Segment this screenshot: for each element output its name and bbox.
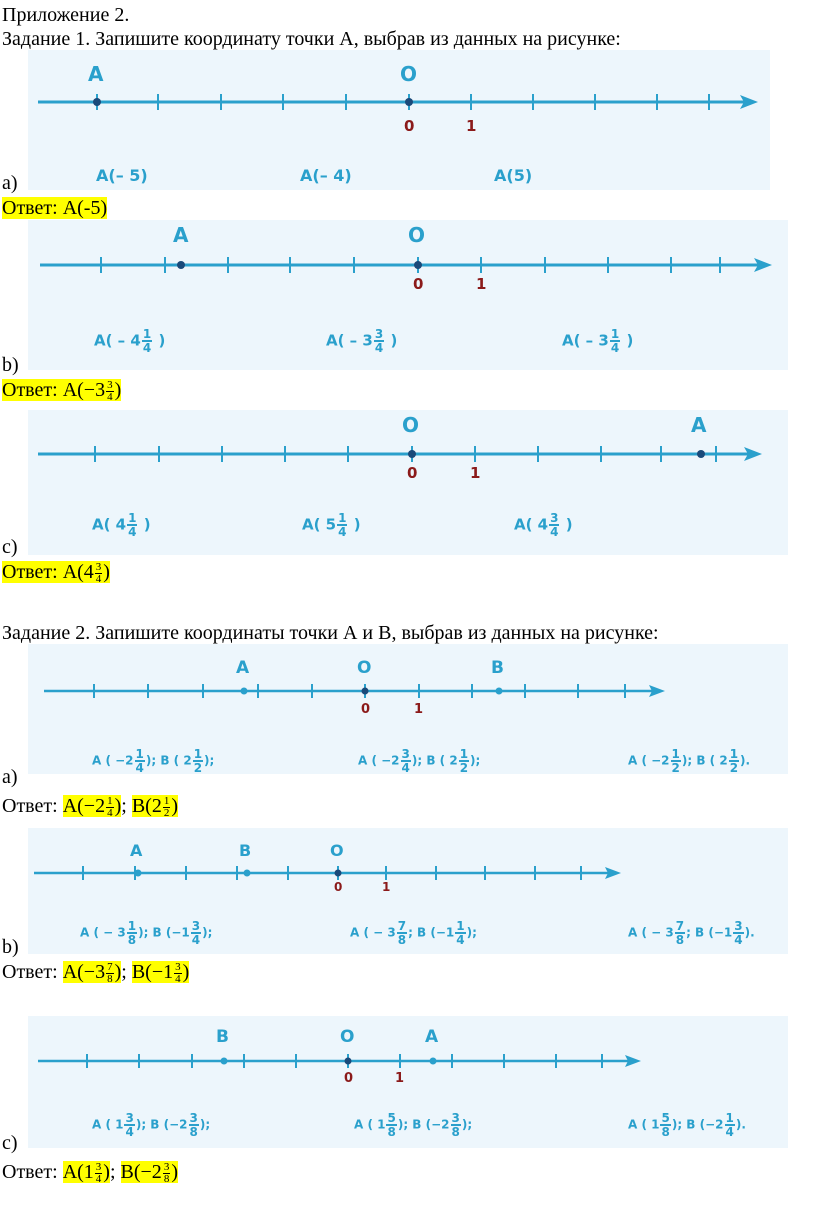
option-3: A( 4 $\frac{3}{4}$ )	[514, 511, 573, 539]
task2c-letter: c)	[2, 1132, 18, 1154]
point-b	[244, 870, 251, 877]
point-a	[430, 1058, 437, 1065]
task1c-figure	[28, 410, 788, 555]
task1b-answer: Ответ: A(−3 $\frac{3}{4}$ )	[2, 378, 122, 403]
zero-label: 0	[404, 117, 415, 135]
point-a	[697, 450, 705, 458]
origin-label: O	[402, 413, 420, 437]
option-3: A( – 3 $\frac{1}{4}$ )	[562, 327, 634, 355]
point-b	[221, 1058, 228, 1065]
origin-point	[362, 688, 369, 695]
task1a-answer: Ответ: A(-5)	[2, 197, 108, 219]
option-2: A( – 3 $\frac{3}{4}$ )	[326, 327, 398, 355]
option-3: A(5)	[494, 166, 533, 185]
task1-title: Задание 1. Запишите координату точки А, выбрав из данных на рисунке:	[2, 28, 621, 50]
one-label: 1	[382, 880, 391, 894]
one-label: 1	[470, 464, 481, 482]
point-a-label: A	[88, 62, 104, 86]
option-2: A( 5 $\frac{1}{4}$ )	[302, 511, 361, 539]
option-3: A ( −2 $\frac{1}{2}$ ); B ( 2 $\frac{1}{2}$ ).	[628, 747, 751, 775]
origin-label: O	[340, 1027, 355, 1047]
option-1: A ( − 3 $\frac{1}{8}$ ); B (−1 $\frac{3}{4}$ );	[80, 919, 213, 947]
zero-label: 0	[334, 880, 343, 894]
one-label: 1	[414, 702, 424, 717]
task2c-figure	[28, 1016, 788, 1148]
task2b-answer: Ответ: A(−3 $\frac{7}{8}$ ); B(−1 $\frac{3}{4}$ )	[2, 960, 190, 985]
option-1: A(– 5)	[96, 166, 148, 185]
task2-title: Задание 2. Запишите координаты точки А и В, выбрав из данных на рисунке:	[2, 622, 659, 644]
option-1: A ( 1 $\frac{3}{4}$ ); B (−2 $\frac{3}{8}$ );	[92, 1111, 211, 1139]
origin-label: O	[330, 841, 344, 860]
point-a	[241, 688, 248, 695]
point-a-label: A	[691, 413, 707, 437]
option-2: A ( − 3 $\frac{7}{8}$ ; B (−1 $\frac{1}{4}$ );	[350, 919, 477, 947]
one-label: 1	[476, 275, 487, 293]
one-label: 1	[395, 1071, 405, 1086]
point-a	[93, 98, 101, 106]
option-2: A ( −2 $\frac{3}{4}$ ); B ( 2 $\frac{1}{2}$ );	[358, 747, 481, 775]
origin-point	[408, 450, 416, 458]
origin-label: O	[400, 62, 418, 86]
point-a-label: A	[130, 841, 143, 860]
task1c-answer: Ответ: A(4 $\frac{3}{4}$ )	[2, 560, 110, 585]
origin-label: O	[357, 658, 372, 678]
point-a	[177, 261, 185, 269]
one-label: 1	[466, 117, 477, 135]
option-3: A ( 1 $\frac{5}{8}$ ); B (−2 $\frac{1}{4}$ ).	[628, 1111, 746, 1139]
origin-label: O	[408, 223, 426, 247]
task2b-letter: b)	[2, 936, 19, 958]
task2a-figure	[28, 644, 788, 774]
task2a-letter: a)	[2, 766, 18, 788]
point-b-label: B	[239, 841, 252, 860]
origin-point	[345, 1058, 352, 1065]
origin-point	[335, 870, 342, 877]
point-a-label: A	[236, 658, 250, 678]
zero-label: 0	[407, 464, 418, 482]
option-2: A ( 1 $\frac{5}{8}$ ); B (−2 $\frac{3}{8}$ );	[354, 1111, 473, 1139]
appendix-title: Приложение 2.	[2, 4, 130, 26]
point-a-label: A	[173, 223, 189, 247]
task2a-answer: Ответ: A(−2 $\frac{1}{4}$ ); B(2 $\frac{1}{2}$ )	[2, 794, 178, 819]
zero-label: 0	[361, 702, 371, 717]
zero-label: 0	[413, 275, 424, 293]
point-b-label: B	[491, 658, 504, 678]
task1b-figure	[28, 220, 788, 370]
point-a	[135, 870, 142, 877]
origin-point	[414, 261, 422, 269]
zero-label: 0	[344, 1071, 354, 1086]
task1a-figure	[28, 50, 770, 190]
option-3: A ( − 3 $\frac{7}{8}$ ; B (−1 $\frac{3}{4}$ ).	[628, 919, 755, 947]
task2c-answer: Ответ: A(1 $\frac{3}{4}$ ); B(−2 $\frac{3}{8}$ )	[2, 1160, 178, 1185]
task2b-figure	[28, 828, 788, 954]
task1c-letter: c)	[2, 536, 18, 558]
point-a-label: A	[425, 1027, 439, 1047]
task1b-letter: b)	[2, 354, 19, 376]
option-1: A( – 4 $\frac{1}{4}$ )	[94, 327, 166, 355]
origin-point	[405, 98, 413, 106]
task1a-letter: a)	[2, 172, 18, 194]
option-1: A ( −2 $\frac{1}{4}$ ); B ( 2 $\frac{1}{2}$ );	[92, 747, 215, 775]
point-b	[496, 688, 503, 695]
point-b-label: B	[216, 1027, 229, 1047]
option-2: A(– 4)	[300, 166, 352, 185]
option-1: A( 4 $\frac{1}{4}$ )	[92, 511, 151, 539]
